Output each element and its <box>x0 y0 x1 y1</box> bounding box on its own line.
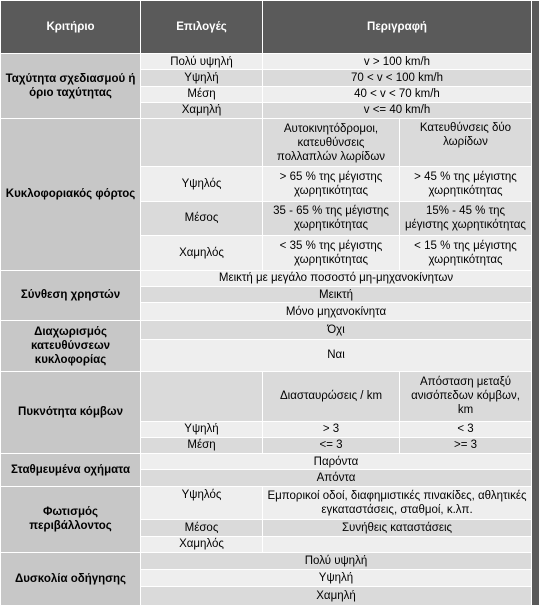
option-cell <box>141 371 263 421</box>
table-row <box>1 320 539 339</box>
table-row <box>1 119 539 167</box>
intersections-cell: > 3 <box>263 421 400 437</box>
description-cell: Ναι <box>141 340 532 372</box>
subheader-multi-lane: Αυτοκινητόδρομοι, κατευθύνσεις πολλαπλών λωρίδων <box>263 119 400 167</box>
description-cell: Απόντα <box>141 470 532 486</box>
criterion-separation: Διαχωρισμός κατευθύνσεων κυκλοφορίας <box>1 320 141 371</box>
intersections-cell: <= 3 <box>263 437 400 453</box>
distance-cell: < 3 <box>400 421 532 437</box>
two-lane-cell: > 45 % της μέγιστης χωρητικότητας <box>400 166 532 201</box>
right-edge <box>532 1 539 606</box>
subheader-intersections: Διασταυρώσεις / km <box>263 371 400 421</box>
option-cell: Μέσος <box>141 520 263 536</box>
table-row <box>1 454 539 470</box>
option-cell: Χαμηλή <box>141 102 263 118</box>
table-row <box>1 371 539 421</box>
description-cell: Συνήθεις καταστάσεις <box>263 520 532 536</box>
two-lane-cell: 15% - 45 % της μέγιστης χωρητικότητας <box>400 201 532 236</box>
header-description: Περιγραφή <box>263 1 532 54</box>
distance-cell: >= 3 <box>400 437 532 453</box>
multi-lane-cell: < 35 % της μέγιστης χωρητικότητας <box>263 236 400 271</box>
description-cell: v <= 40 km/h <box>263 102 532 118</box>
criterion-difficulty: Δυσκολία οδήγησης <box>1 552 141 605</box>
criterion-lighting: Φωτισμός περιβάλλοντος <box>1 486 141 552</box>
option-cell: Χαμηλός <box>141 236 263 271</box>
description-cell: Όχι <box>141 320 532 339</box>
table-row <box>1 270 539 286</box>
option-cell: Χαμηλός <box>141 536 263 552</box>
description-cell: Πολύ υψηλή <box>141 552 532 569</box>
description-cell: Μεικτή με μεγάλο ποσοστό μη-μηχανοκίνητων <box>141 270 532 286</box>
multi-lane-cell: > 65 % της μέγιστης χωρητικότητας <box>263 166 400 201</box>
description-cell: Παρόντα <box>141 454 532 470</box>
description-cell: v > 100 km/h <box>263 53 532 69</box>
option-cell: Μέση <box>141 437 263 453</box>
table-row <box>1 53 539 69</box>
table-row <box>1 486 539 520</box>
subheader-two-lane: Κατευθύνσεις δύο λωρίδων <box>400 119 532 167</box>
option-cell: Υψηλός <box>141 486 263 520</box>
description-cell: 40 < v < 70 km/h <box>263 86 532 102</box>
criterion-parking: Σταθμευμένα οχήματα <box>1 454 141 487</box>
option-cell: Πολύ υψηλή <box>141 53 263 69</box>
option-cell: Υψηλός <box>141 166 263 201</box>
description-cell: Χαμηλή <box>141 587 532 606</box>
criterion-speed: Ταχύτητα σχεδιασμού ή όριο ταχύτητας <box>1 53 141 118</box>
description-cell: 70 < v < 100 km/h <box>263 70 532 86</box>
subheader-distance: Απόσταση μεταξύ ανισόπεδων κόμβων, km <box>400 371 532 421</box>
table-row <box>1 552 539 569</box>
criterion-nodes: Πυκνότητα κόμβων <box>1 371 141 453</box>
criterion-users: Σύνθεση χρηστών <box>1 270 141 320</box>
description-cell: Υψηλή <box>141 570 532 587</box>
option-cell: Μέσος <box>141 201 263 236</box>
header-options: Επιλογές <box>141 1 263 54</box>
header-criterion: Κριτήριο <box>1 1 141 54</box>
description-cell <box>263 536 532 552</box>
description-cell: Εμπορικοί οδοί, διαφημιστικές πινακίδες, αθλητικές εγκαταστάσεις, σταθμοί, κ.λπ. <box>263 486 532 520</box>
description-cell: Μεικτή <box>141 287 532 303</box>
option-cell: Υψηλή <box>141 421 263 437</box>
multi-lane-cell: 35 - 65 % της μέγιστης χωρητικότητας <box>263 201 400 236</box>
header-row <box>1 1 539 54</box>
option-cell: Μέση <box>141 86 263 102</box>
description-cell: Μόνο μηχανοκίνητα <box>141 303 532 320</box>
criterion-traffic: Κυκλοφοριακός φόρτος <box>1 119 141 271</box>
two-lane-cell: < 15 % της μέγιστης χωρητικότητας <box>400 236 532 271</box>
option-cell <box>141 119 263 167</box>
option-cell: Υψηλή <box>141 70 263 86</box>
